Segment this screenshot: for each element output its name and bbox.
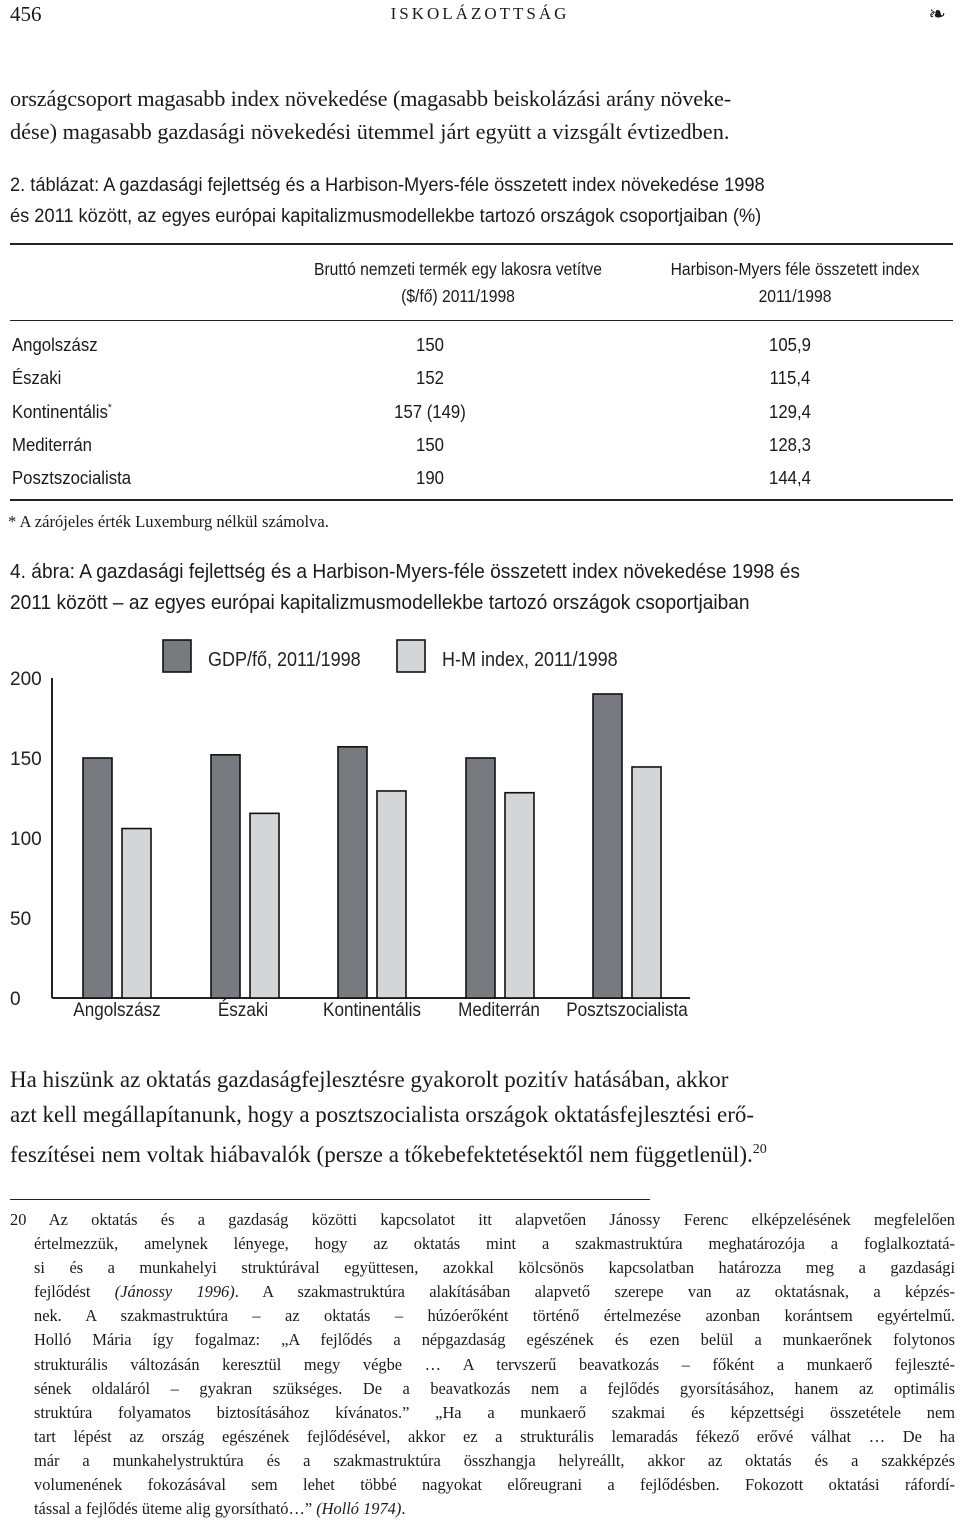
table-caption-line: és 2011 között, az egyes európai kapitalizmusmodellekbe tartozó országok csoportjaiban (%) — [10, 205, 762, 227]
x-tick-label: Posztszocialista — [566, 999, 688, 1021]
legend-label: GDP/fő, 2011/1998 — [208, 649, 361, 672]
paragraph-line-last — [10, 1132, 955, 1172]
bar — [122, 829, 151, 998]
bar — [338, 747, 367, 998]
page-number: 456 — [10, 2, 42, 26]
y-tick-label: 150 — [10, 749, 42, 770]
footnote-line: sének oldaláról – gyakran szükséges. De a beavatkozás nem a fejlődés gyorsításához, hanem az optimális — [34, 1378, 955, 1398]
paragraph-line: Ha hiszünk az oktatás gazdaságfejlesztésre gyakorolt pozitív hatásában, akkor — [10, 1067, 729, 1092]
footnote-line: 20 Az oktatás és a gazdaság közötti kapcsolatot itt alapvetően Jánossy Ferenc elképzelésének megfelelően — [10, 1210, 955, 1229]
x-tick-label: Mediterrán — [458, 999, 540, 1021]
legend-label: H-M index, 2011/1998 — [442, 649, 618, 672]
table-row — [10, 334, 953, 367]
row-label: Kontinentális — [12, 401, 108, 422]
paragraph-line: azt kell megállapítanunk, hogy a posztszocialista országok oktatásfejlesztési erő- — [10, 1102, 755, 1127]
running-head — [0, 0, 960, 30]
header-line: ($/fő) 2011/1998 — [401, 286, 515, 306]
hm-value: 105,9 — [769, 334, 811, 355]
table-header-gdp — [282, 256, 635, 310]
footnote-rule — [10, 1199, 650, 1200]
footnote — [10, 1208, 955, 1521]
footnote-line: volumenének fokozásával sem lehet többé nagyokat előreugrani a fejlődésben. Fokozott oktatási ráfordí- — [34, 1475, 955, 1495]
body-paragraph — [10, 1062, 955, 1172]
x-tick-label: Angolszász — [73, 999, 161, 1021]
table-bottom-rule — [10, 499, 953, 501]
bar — [377, 791, 406, 998]
footnote-line: már a munkahelystruktúra és a szakmastruktúra összhangja helyreállt, akkor az oktatás és a szakképzés — [34, 1450, 955, 1470]
table-row — [10, 401, 953, 434]
table-top-rule — [10, 243, 953, 245]
x-tick-label: Kontinentális — [323, 999, 421, 1021]
table-header-hm-index — [656, 256, 935, 310]
bar-chart — [0, 628, 960, 1038]
gdp-value: 150 — [416, 434, 444, 455]
intro-line: dése) magasabb gazdasági növekedési ütemmel járt együtt a vizsgált évtizedben. — [10, 119, 730, 144]
paragraph-line: feszítései nem voltak hiábavalók (persze a tőkebefektetésektől nem függetlenül). — [10, 1142, 753, 1167]
bar — [83, 758, 112, 998]
intro-line: országcsoport magasabb index növekedése (magasabb beiskolázási arány növeke- — [10, 86, 732, 111]
footnote-line: strukturális változásán keresztül megy végbe … A tervszerű beavatkozás – főként a munkaerő fejleszté- — [34, 1354, 955, 1374]
gdp-value: 157 (149) — [394, 401, 466, 422]
table-row — [10, 467, 953, 500]
figure-caption — [10, 556, 954, 618]
bars — [83, 694, 661, 998]
footnote-line: si és a munkahelyi struktúrával együttesen, azokkal kölcsönös kapcsolatban határozza meg a gazdasági — [34, 1258, 955, 1278]
table-caption — [10, 170, 954, 232]
table-header-rule — [10, 320, 953, 321]
section-title: ISKOLÁZOTTSÁG — [390, 4, 570, 23]
footnote-line: Holló Mária így fogalmaz: „A fejlődés a népgazdaság egészének és ezen belül a munkaerőnek folytonos — [34, 1330, 955, 1350]
hm-value: 115,4 — [769, 367, 811, 388]
row-label: Posztszocialista — [12, 467, 132, 488]
legend-swatch — [397, 640, 425, 672]
row-label: Mediterrán — [12, 434, 92, 455]
table-caption-line: 2. táblázat: A gazdasági fejlettség és a Harbison-Myers-féle összetett index növekedése 1998 — [10, 174, 765, 196]
bar — [211, 755, 240, 998]
header-line: 2011/1998 — [758, 286, 832, 306]
y-tick-label: 0 — [10, 989, 21, 1010]
bar — [593, 694, 622, 998]
gdp-value: 152 — [416, 367, 444, 388]
row-label: Északi — [12, 367, 62, 388]
row-label: Angolszász — [12, 334, 98, 355]
header-line: Harbison-Myers féle összetett index — [670, 259, 920, 279]
chart-legend — [163, 640, 618, 672]
fleuron-icon: ❧ — [928, 2, 946, 26]
hm-value: 129,4 — [769, 401, 811, 422]
footnote-line: tart lépést az ország egészének fejlődésével, akkor ez a strukturális lemaradás fékező erővé válhat … De ha — [34, 1426, 955, 1446]
gdp-value: 150 — [416, 334, 444, 355]
x-tick-label: Északi — [217, 999, 269, 1021]
bar — [632, 767, 661, 998]
bar — [505, 793, 534, 998]
table-row — [10, 434, 953, 467]
table-note: * A zárójeles érték Luxemburg nélkül számolva. — [8, 512, 329, 531]
footnote-line: nek. A szakmastruktúra – az oktatás – húzóerőként történő értelmezése azonban korántsem egyértelmű. — [34, 1306, 955, 1326]
figure-caption-line: 2011 között – az egyes európai kapitalizmusmodellekbe tartozó országok csoportjaiban — [10, 591, 750, 614]
hm-value: 144,4 — [769, 467, 811, 488]
citation: (Jánossy 1996) — [114, 1282, 235, 1302]
footnote-line: értelmezzük, amelynek lényege, hogy az oktatás mint a szakmastruktúra meghatározója a foglalkoztatá- — [34, 1234, 955, 1254]
x-axis-labels — [73, 999, 688, 1020]
y-tick-label: 50 — [10, 909, 32, 930]
legend-swatch — [163, 640, 191, 672]
row-label-asterisk: * — [107, 401, 112, 414]
gdp-value: 190 — [416, 467, 444, 488]
y-tick-label: 100 — [10, 829, 42, 850]
citation: (Holló 1974) — [316, 1499, 402, 1519]
footnote-line: struktúra folyamatos biztosításához kívánatos.” „Ha a munkaerő szakmai és képzettségi összetétele nem — [34, 1402, 955, 1422]
table-row — [10, 367, 953, 400]
footnote-line: fejlődést (Jánossy 1996). A szakmastruktúra alakításában alapvető szerepe van az oktatásnak, a képzés- — [34, 1282, 955, 1302]
footnote-line: tással a fejlődés üteme alig gyorsítható…” (Holló 1974). — [34, 1499, 406, 1519]
row-label-cell — [12, 401, 112, 423]
header-line: Bruttó nemzeti termék egy lakosra vetítve — [314, 259, 602, 279]
y-tick-label: 200 — [10, 669, 42, 690]
bar — [466, 758, 495, 998]
hm-value: 128,3 — [769, 434, 811, 455]
figure-caption-line: 4. ábra: A gazdasági fejlettség és a Harbison-Myers-féle összetett index növekedése 1998 és — [10, 560, 800, 583]
footnote-reference: 20 — [752, 1142, 767, 1157]
intro-text — [10, 82, 955, 148]
bar — [250, 813, 279, 998]
